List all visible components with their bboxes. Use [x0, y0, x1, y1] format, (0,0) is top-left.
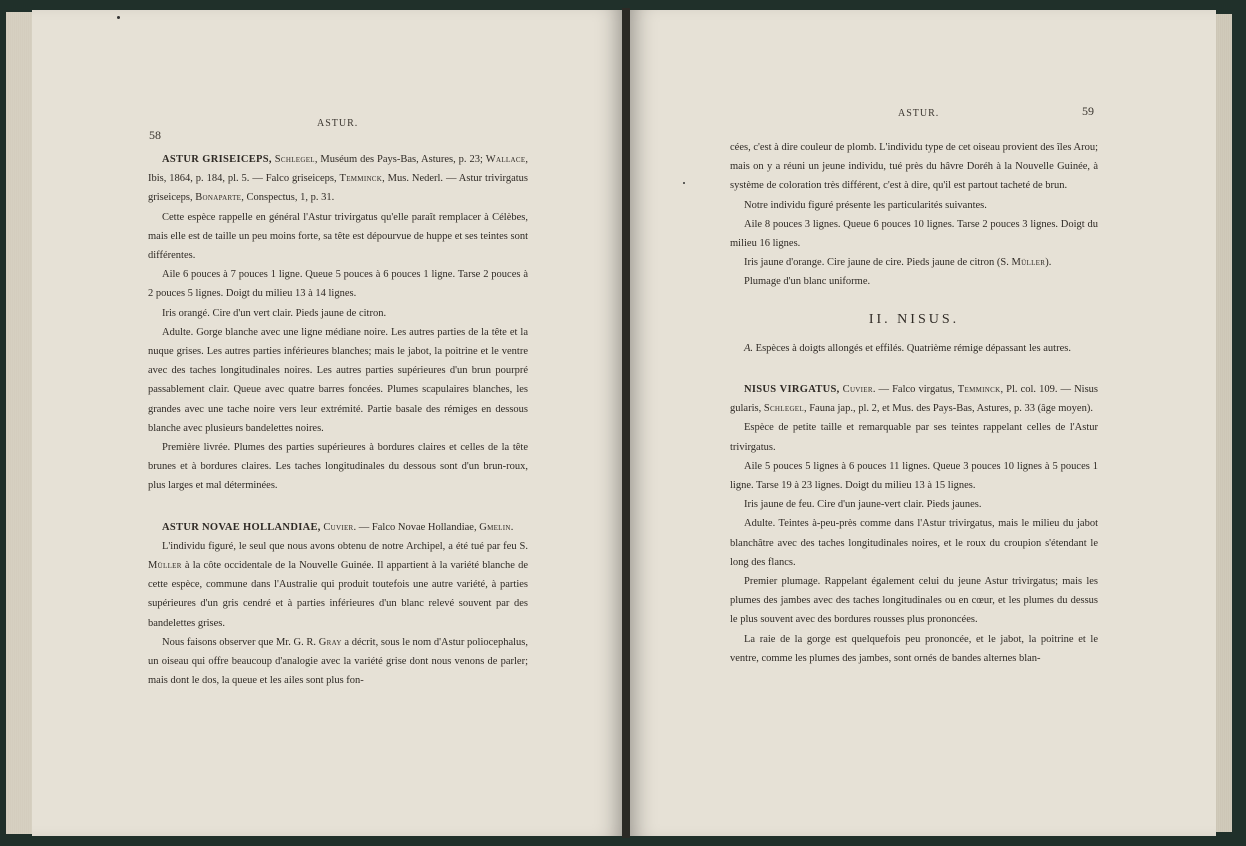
text-run: à la côte occidentale de la Nouvelle Guinée. Il appartient à la variété blanche de cette espèce, commune dans l'Australie qui produit toutefois une autre variété, à parties supérieures d'un gris cendré et à parties inférieures d'un blanc relevé souvent par des bandelettes grises. — [148, 560, 528, 629]
paragraph: Plumage d'un blanc uniforme. — [744, 276, 871, 288]
text-run: ). — [1045, 257, 1052, 269]
paragraph: Notre individu figuré présente les particularités suivantes. — [744, 199, 987, 211]
synonymy-text: , Muséum des Pays-Bas, Astures, p. 23; — [314, 154, 483, 165]
author-name: Schlegel — [763, 403, 804, 415]
synonymy-text: . — [510, 521, 514, 533]
author-name: Müller — [148, 560, 182, 572]
subsection-letter: A. — [744, 342, 754, 354]
entry-nisus-virgatus — [730, 380, 1098, 418]
section-title-nisus: II. NISUS. — [868, 311, 960, 327]
synonymy-text: . — Falco Novae Hollandiae, — [353, 521, 477, 533]
synonymy-text: , Mus. Nederl. — Astur trivirgatus griseiceps, — [148, 173, 528, 204]
synonymy-text: . — Falco virgatus, — [872, 384, 955, 396]
synonymy-text: , Pl. col. 109. — Nisus gularis, — [730, 384, 1099, 415]
right-page — [630, 10, 1216, 836]
paragraph: Aile 6 pouces à 7 pouces 1 ligne. Queue 5 pouces à 6 pouces 1 ligne. Tarse 2 pouces à 2 pouces 5 lignes. Doigt du milieu 13 à 14 lignes. — [148, 269, 528, 300]
page-number-right: 59 — [1082, 104, 1094, 118]
paragraph — [148, 537, 528, 633]
text-run: Iris jaune d'orange. Cire jaune de cire. Pieds jaune de citron (S. — [744, 257, 1009, 269]
text-run: Nous faisons observer que Mr. G. R. — [162, 636, 317, 648]
entry-astur-novae-hollandiae — [148, 518, 528, 537]
page-stack-left — [6, 12, 32, 834]
running-head-left: ASTUR. — [317, 118, 359, 129]
author-name: Bonaparte — [195, 192, 242, 204]
paragraph: La raie de la gorge est quelquefois peu prononcée, et le jabot, la poitrine et le ventre, comme les plumes des jambes, sont ornés de bandes alternes blan- — [730, 633, 1098, 664]
ink-speck — [117, 16, 120, 19]
author-name: Wallace — [485, 154, 526, 165]
ink-speck — [683, 182, 685, 184]
author-name: Gmelin — [479, 521, 511, 533]
entry-astur-griseiceps — [148, 150, 528, 208]
paragraph: Première livrée. Plumes des parties supérieures à bordures claires et celles de la tête brunes et à bordures claires. Les taches longitudinales du dessous sont d'un brun-roux, plus larges et mal déterminées. — [148, 442, 528, 492]
text-run: a décrit, sous le nom d'Astur poliocephalus, un oiseau qui offre beaucoup d'analogie avec la variété grise dont nous venons de parler; mais dont le dos, la queue et les ailes sont plus fon- — [148, 636, 528, 687]
author-name: Müller — [1011, 257, 1046, 269]
left-page — [32, 10, 622, 836]
paragraph: Espèce de petite taille et remarquable par ses teintes rappelant celles de l'Astur trivirgatus. — [730, 422, 1098, 453]
running-head-right: ASTUR. — [898, 108, 940, 119]
synonymy-text: , Conspectus, 1, p. 31. — [241, 192, 335, 204]
synonymy-text: , Fauna jap., pl. 2, et Mus. des Pays-Bas, Astures, p. 33 (âge moyen). — [803, 403, 1093, 415]
paragraph: Premier plumage. Rappelant également celui du jeune Astur trivirgatus; mais les plumes des jambes avec des taches longitudinales ou en cœur, et les plumes du dessus le plus souvent avec des bordures rousses plus prononcées. — [730, 576, 1098, 626]
book-gutter — [622, 8, 630, 838]
author-name: Cuvier — [842, 384, 873, 396]
left-text-column — [148, 150, 528, 690]
paragraph: Iris orangé. Cire d'un vert clair. Pieds jaune de citron. — [162, 307, 387, 319]
paragraph: Iris jaune de feu. Cire d'un jaune-vert clair. Pieds jaunes. — [744, 499, 982, 511]
author-name: Schlegel — [274, 154, 315, 165]
paragraph: cées, c'est à dire couleur de plomb. L'individu type de cet oiseau provient des îles Arou; mais on y a réuni un jeune individu, tué près du hâvre Doréh à la Nouvelle Guinée, à système de coloration très différent, c'est à dire, qu'il est partout tacheté de brun. — [730, 142, 1098, 192]
author-name: Gray — [318, 636, 342, 648]
paragraph: Cette espèce rappelle en général l'Astur trivirgatus qu'elle paraît remplacer à Célèbes, mais elle est de taille un peu moins forte, sa tête est dépourvue de huppe et ses teintes sont différentes. — [148, 211, 528, 262]
author-name: Temminck — [957, 384, 1001, 396]
paragraph — [148, 633, 528, 691]
species-title: ASTUR GRISEICEPS, — [162, 154, 272, 165]
paragraph — [730, 253, 1098, 272]
text-run: Espèces à doigts allongés et effilés. Quatrième rémige dépassant les autres. — [753, 342, 1071, 354]
synonymy-text: , Ibis, 1864, p. 184, pl. 5. — Falco griseiceps, — [148, 154, 529, 185]
subsection-heading — [730, 339, 1098, 358]
species-title: NISUS VIRGATUS, — [744, 384, 840, 396]
paragraph: Aile 5 pouces 5 lignes à 6 pouces 11 lignes. Queue 3 pouces 10 lignes à 5 pouces 1 ligne. Tarse 19 à 23 lignes. Doigt du milieu 13 à 15 lignes. — [730, 460, 1098, 492]
species-title: ASTUR NOVAE HOLLANDIAE, — [162, 521, 321, 533]
paragraph: Aile 8 pouces 3 lignes. Queue 6 pouces 10 lignes. Tarse 2 pouces 3 lignes. Doigt du milieu 16 lignes. — [730, 218, 1098, 250]
page-stack-right — [1216, 14, 1232, 832]
page-number-left: 58 — [149, 128, 161, 142]
paragraph: Adulte. Gorge blanche avec une ligne médiane noire. Les autres parties de la tête et la nuque grises. Les autres parties inférieures blanches; mais le jabot, la poitrine et le ventre avec des taches longitudinales noires. Les autres parties supérieures d'un brun pourpré passablement clair. Queue avec quatre barres foncées. Plumes scapulaires blanches, les grandes avec une tache noire vers leur extrémité. Partie basale des rémiges en dessous blanche avec plusieurs bandelettes noires. — [148, 326, 528, 434]
author-name: Cuvier — [323, 521, 354, 533]
paragraph: Adulte. Teintes à-peu-près comme dans l'Astur trivirgatus, mais le milieu du jabot blanchâtre avec des taches longitudinales noires, et le roux du croupion s'étendant le long des flancs. — [730, 518, 1098, 568]
text-run: L'individu figuré, le seul que nous avons obtenu de notre Archipel, a été tué par feu S. — [162, 540, 528, 552]
right-text-column — [730, 138, 1098, 668]
author-name: Temminck — [339, 173, 383, 185]
